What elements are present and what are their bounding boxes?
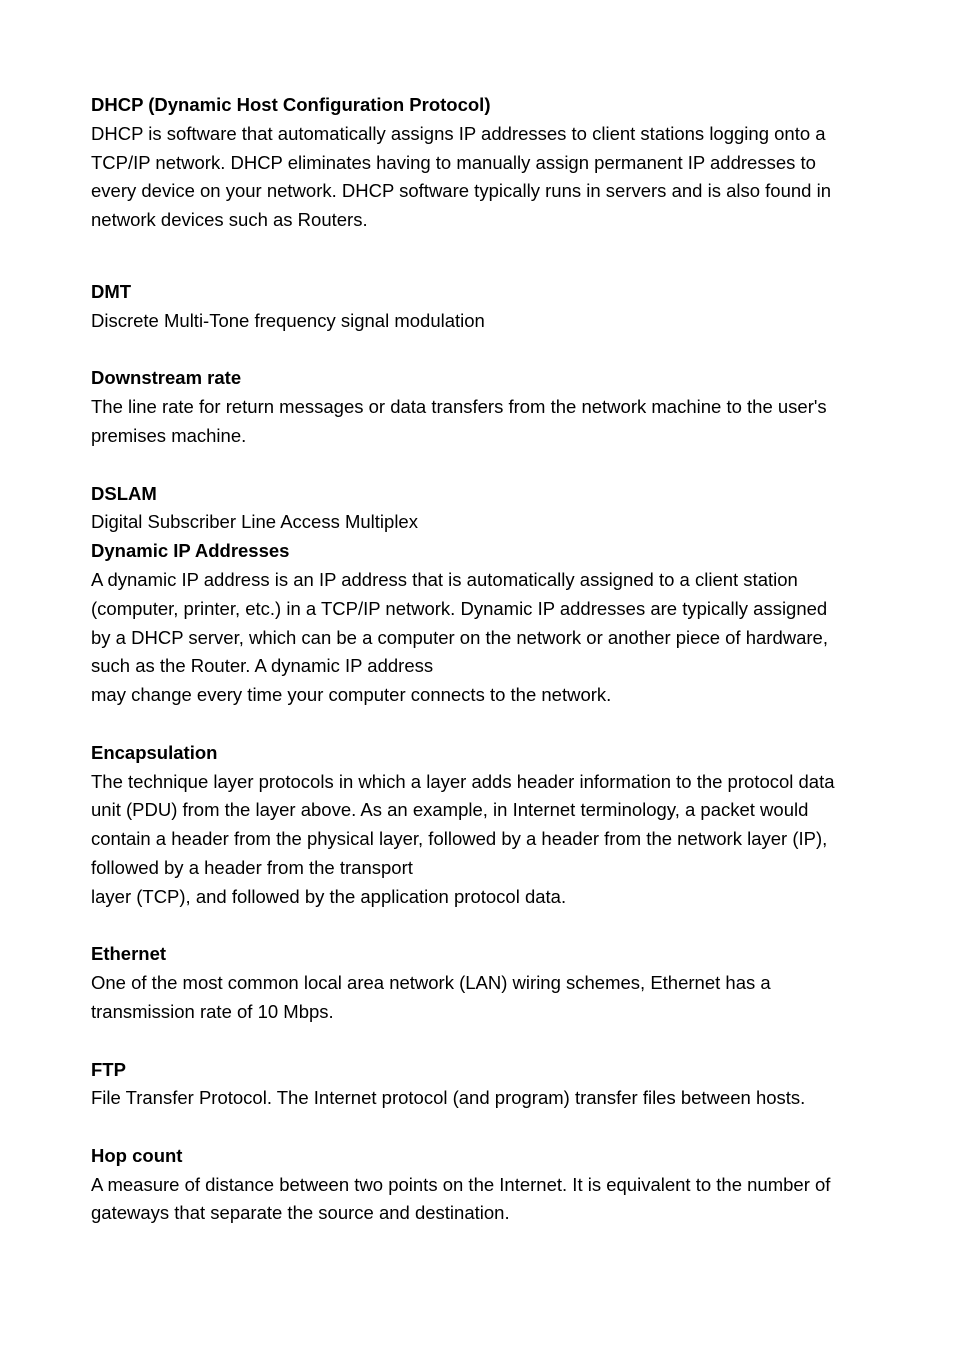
- definition-line: unit (PDU) from the layer above. As an example, in Internet terminology, a packet would: [91, 799, 809, 821]
- spacer: [91, 235, 881, 278]
- spacer: [91, 1027, 881, 1056]
- definition-line: Discrete Multi-Tone frequency signal modulation: [91, 309, 485, 331]
- spacer: [91, 710, 881, 739]
- glossary-entry: [91, 91, 881, 235]
- glossary-term: Ethernet: [91, 943, 167, 965]
- glossary-term: Hop count: [91, 1144, 183, 1166]
- glossary-entry: [91, 1142, 881, 1228]
- definition-line: followed by a header from the transport: [91, 856, 413, 878]
- definition-line: layer (TCP), and followed by the application protocol data.: [91, 885, 567, 907]
- glossary-term: Dynamic IP Addresses: [91, 540, 290, 562]
- definition-line: A measure of distance between two points on the Internet. It is equivalent to the number of: [91, 1173, 831, 1195]
- definition-line: premises machine.: [91, 424, 247, 446]
- glossary-entry: [91, 1056, 881, 1114]
- definition-line: may change every time your computer connects to the network.: [91, 684, 612, 706]
- glossary-entry: [91, 739, 881, 912]
- definition-line: TCP/IP network. DHCP eliminates having to manually assign permanent IP addresses to: [91, 151, 816, 173]
- spacer: [91, 1113, 881, 1142]
- glossary-term: DHCP (Dynamic Host Configuration Protocol): [91, 94, 491, 115]
- glossary-term: Encapsulation: [91, 741, 218, 763]
- definition-line: by a DHCP server, which can be a computer on the network or another piece of hardware,: [91, 626, 828, 648]
- spacer: [91, 912, 881, 941]
- definition-line: DHCP is software that automatically assigns IP addresses to client stations logging onto a: [91, 122, 826, 144]
- definition-line: File Transfer Protocol. The Internet protocol (and program) transfer files between hosts.: [91, 1087, 806, 1109]
- definition-line: transmission rate of 10 Mbps.: [91, 1000, 334, 1022]
- definition-line: One of the most common local area network (LAN) wiring schemes, Ethernet has a: [91, 972, 771, 994]
- definition-line: contain a header from the physical layer, followed by a header from the network layer (IP),: [91, 828, 828, 850]
- glossary-content: [91, 91, 881, 1228]
- glossary-term: FTP: [91, 1058, 126, 1080]
- definition-line: A dynamic IP address is an IP address that is automatically assigned to a client station: [91, 568, 798, 590]
- glossary-entry: [91, 537, 881, 710]
- glossary-term: DSLAM: [91, 482, 157, 504]
- definition-line: The line rate for return messages or data transfers from the network machine to the user's: [91, 396, 827, 418]
- definition-line: such as the Router. A dynamic IP address: [91, 655, 434, 677]
- definition-line: network devices such as Routers.: [91, 209, 368, 231]
- spacer: [91, 336, 881, 365]
- glossary-entry: [91, 364, 881, 450]
- glossary-entry: [91, 940, 881, 1026]
- definition-line: Digital Subscriber Line Access Multiplex: [91, 511, 418, 533]
- definition-line: gateways that separate the source and destination.: [91, 1202, 510, 1224]
- spacer: [91, 451, 881, 480]
- glossary-entry: [91, 480, 881, 538]
- definition-line: (computer, printer, etc.) in a TCP/IP network. Dynamic IP addresses are typically assigned: [91, 597, 828, 619]
- glossary-entry: [91, 278, 881, 336]
- definition-line: The technique layer protocols in which a layer adds header information to the protocol data: [91, 770, 835, 792]
- definition-line: every device on your network. DHCP software typically runs in servers and is also found in: [91, 180, 831, 202]
- glossary-term: DMT: [91, 280, 132, 302]
- glossary-term: Downstream rate: [91, 367, 242, 389]
